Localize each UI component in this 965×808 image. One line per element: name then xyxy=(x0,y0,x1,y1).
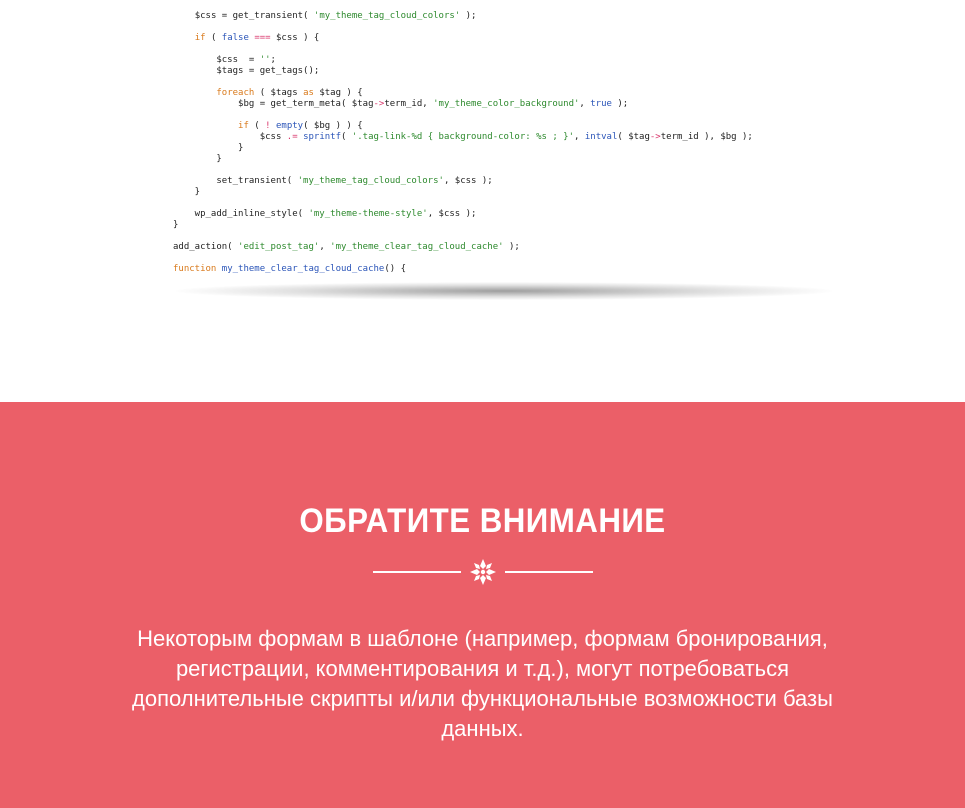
code-token: term_id, xyxy=(384,99,434,109)
code-token: 'my_theme_tag_cloud_colors' xyxy=(297,176,444,186)
code-token: ! xyxy=(265,121,271,131)
code-token: } xyxy=(173,154,222,164)
code-token: ( $tag xyxy=(617,132,650,142)
code-token: ( xyxy=(248,121,266,131)
code-token xyxy=(173,33,195,43)
notice-text: Некоторым формам в шаблоне (например, формам бронирования, регистрации, комментирования и т.д.), могут потребоваться дополнительные скрипты и/или функциональные возможности базы данных. xyxy=(132,626,833,741)
code-line xyxy=(173,66,319,77)
code-token: false xyxy=(221,33,249,43)
code-token: $css = get_transient( xyxy=(194,11,314,21)
code-token: , xyxy=(574,132,585,142)
code-line xyxy=(173,209,476,220)
code-token: '.tag-link-%d { background-color: %s ; }' xyxy=(351,132,575,142)
code-token: wp_add_inline_style( xyxy=(173,209,309,219)
code-line xyxy=(173,176,493,187)
code-line xyxy=(173,99,628,110)
code-token: term_id ), $bg ); xyxy=(660,132,753,142)
code-token: ); xyxy=(503,242,520,252)
code-token: ); xyxy=(460,11,477,21)
divider-line-left xyxy=(373,571,461,573)
code-token: } xyxy=(173,143,244,153)
code-token: } xyxy=(173,220,179,230)
code-token: $css xyxy=(173,132,287,142)
code-token: 'my_theme_tag_cloud_colors' xyxy=(313,11,461,21)
code-token: ( xyxy=(341,132,352,142)
code-token xyxy=(173,88,216,98)
code-token: $tags = get_tags(); xyxy=(173,66,320,76)
code-token: , xyxy=(319,242,331,252)
code-token: foreach xyxy=(216,88,255,98)
code-token: ); xyxy=(611,99,629,109)
code-line xyxy=(173,55,276,66)
code-token: sprintf xyxy=(303,132,341,142)
code-token: .= xyxy=(286,132,298,142)
code-token: } xyxy=(173,187,201,197)
code-line xyxy=(173,121,363,132)
code-token: 'my_theme_color_background' xyxy=(433,99,580,109)
code-token: $css ) { xyxy=(270,33,320,43)
code-line xyxy=(173,132,753,143)
code-token xyxy=(173,11,195,21)
code-token: ; xyxy=(270,55,276,65)
code-token: add_action( xyxy=(173,242,239,252)
title-divider xyxy=(373,558,593,586)
code-token: empty xyxy=(275,121,304,131)
code-token: -> xyxy=(649,132,661,142)
code-token: === xyxy=(254,33,271,43)
code-token: if xyxy=(238,121,249,131)
code-line xyxy=(173,143,243,154)
flower-ornament-icon xyxy=(469,558,497,586)
code-token: $bg = get_term_meta( $tag xyxy=(173,99,374,109)
notice-banner xyxy=(0,402,965,808)
code-token: 'my_theme_clear_tag_cloud_cache' xyxy=(330,242,504,252)
code-token: my_theme_clear_tag_cloud_cache xyxy=(221,264,385,274)
code-token: set_transient( xyxy=(173,176,298,186)
code-token: 'edit_post_tag' xyxy=(238,242,320,252)
code-line xyxy=(173,242,520,253)
code-token: , $css ); xyxy=(443,176,493,186)
code-token: true xyxy=(590,99,612,109)
code-line xyxy=(173,11,476,22)
code-token: , $css ); xyxy=(427,209,477,219)
code-token: -> xyxy=(373,99,385,109)
code-line xyxy=(173,88,363,99)
code-section xyxy=(0,0,965,402)
code-line xyxy=(173,33,319,44)
code-line xyxy=(173,220,178,231)
notice-title: ОБРАТИТЕ ВНИМАНИЕ xyxy=(299,502,666,540)
code-token: ( $bg ) ) { xyxy=(303,121,363,131)
code-token: intval xyxy=(584,132,618,142)
code-token: $tag ) { xyxy=(313,88,363,98)
code-token: () { xyxy=(384,264,407,274)
code-line xyxy=(173,187,200,198)
code-line xyxy=(173,154,222,165)
code-token xyxy=(173,121,238,131)
code-token: ( xyxy=(205,33,222,43)
code-token: $css = xyxy=(173,55,260,65)
code-line xyxy=(173,264,406,275)
code-token: , xyxy=(579,99,591,109)
code-token: function xyxy=(173,264,217,274)
code-token: ( $tags xyxy=(254,88,304,98)
code-token: '' xyxy=(259,55,271,65)
code-card-shadow xyxy=(176,282,832,300)
divider-line-right xyxy=(505,571,593,573)
code-token: if xyxy=(194,33,206,43)
code-token: 'my_theme-theme-style' xyxy=(308,209,428,219)
code-token: as xyxy=(303,88,314,98)
